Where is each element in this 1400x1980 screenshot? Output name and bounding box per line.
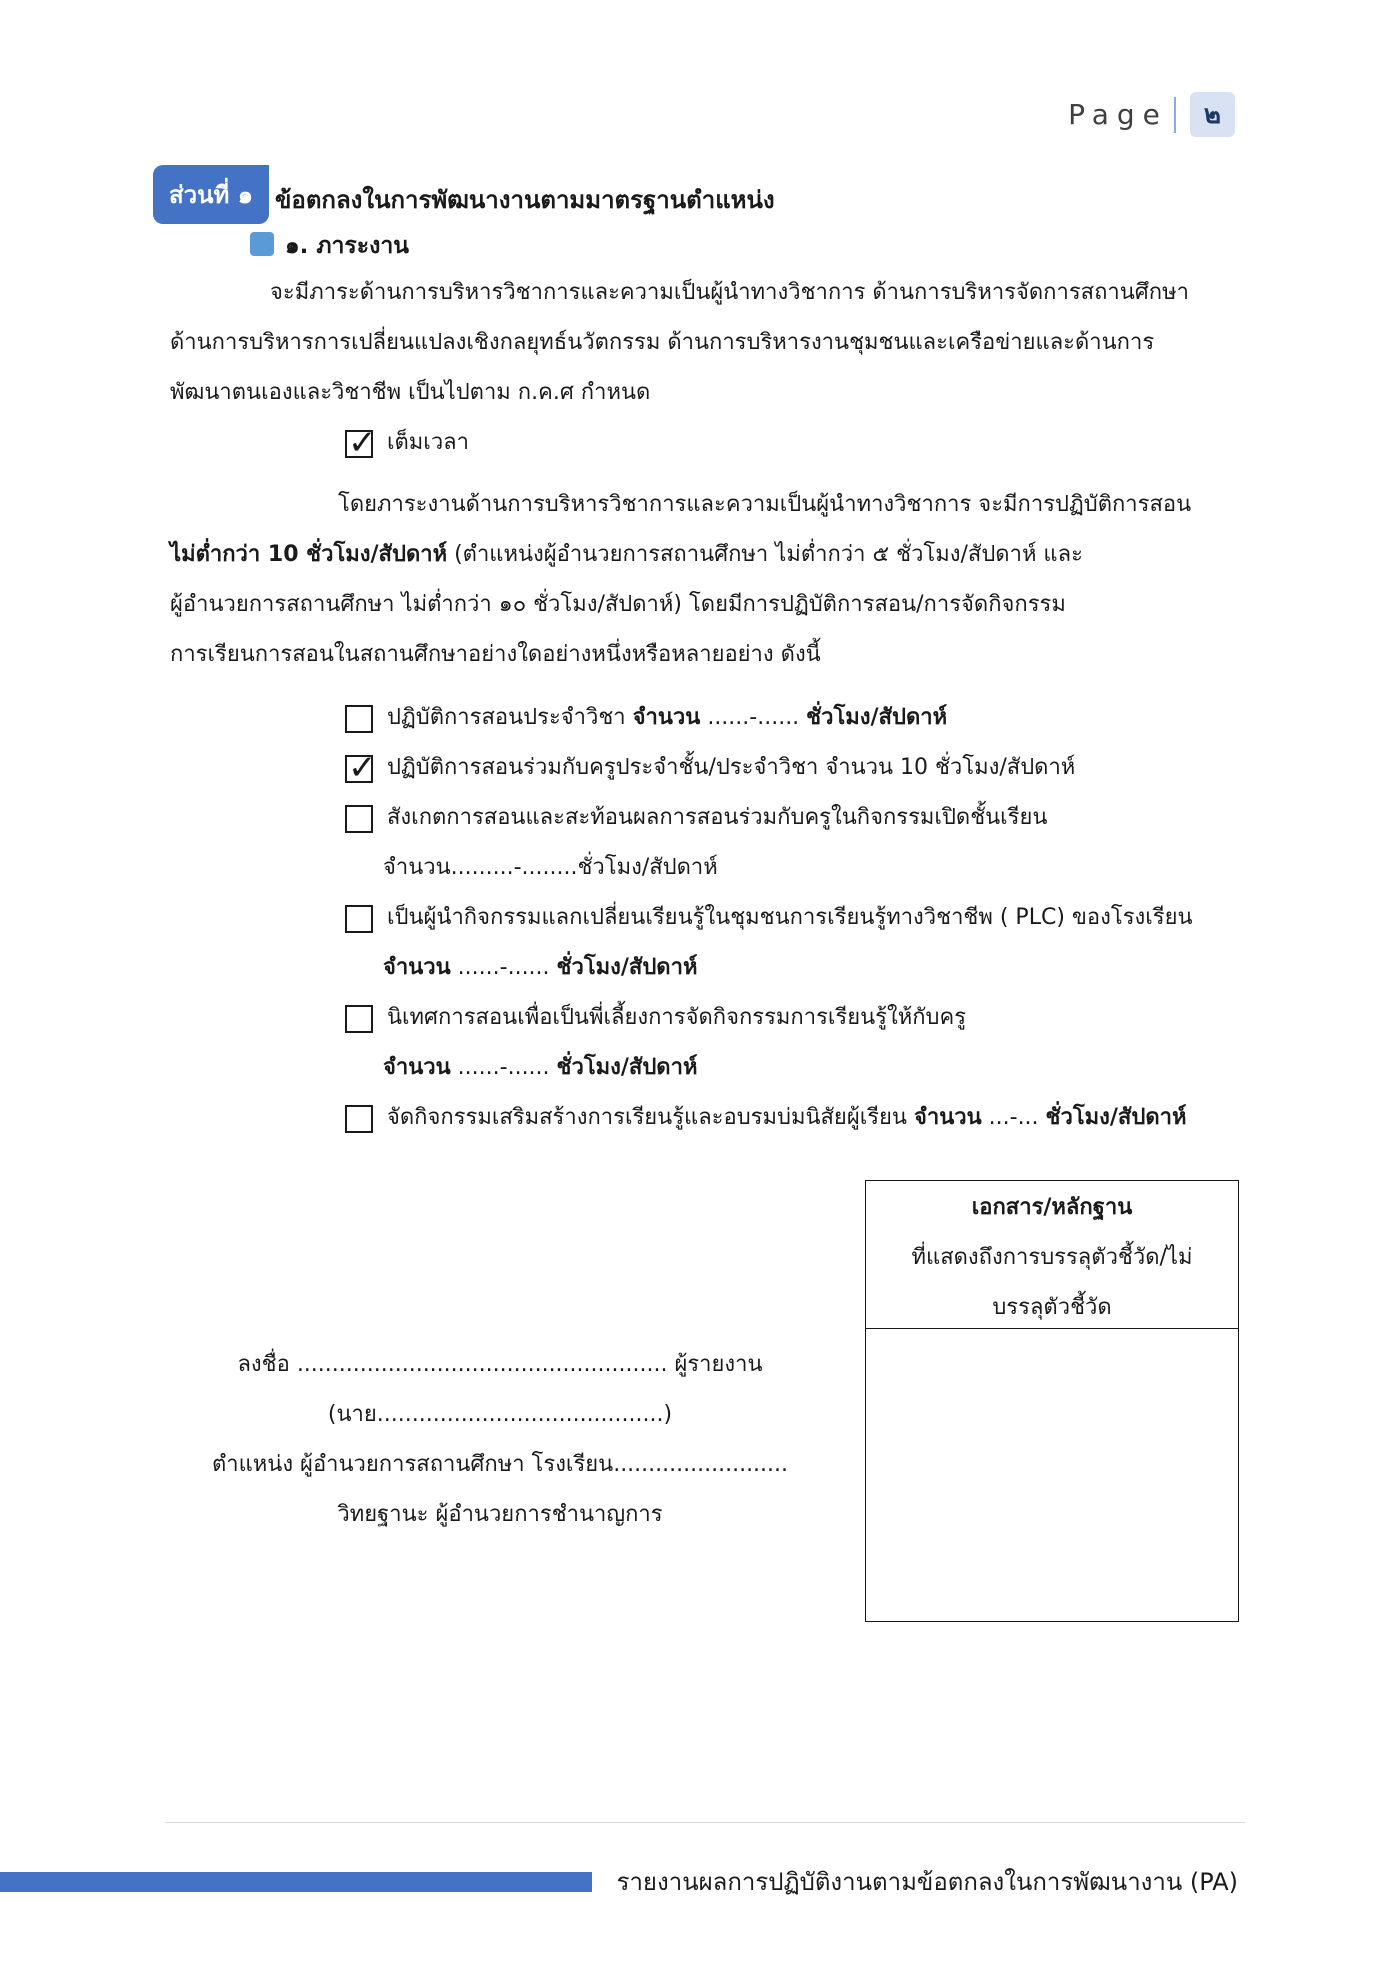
paragraph-line: ไม่ต่ำกว่า 10 ชั่วโมง/สัปดาห์ (ตำแหน่งผู้อำนวยการสถานศึกษา ไม่ต่ำกว่า ๕ ชั่วโมง/สัปดาห์ และ — [170, 542, 1083, 567]
evidence-line: ที่แสดงถึงการบรรลุตัวชี้วัด/ไม่ — [911, 1245, 1193, 1270]
list-item[interactable] — [345, 993, 966, 1043]
item-label: เป็นผู้นำกิจกรรมแลกเปลี่ยนเรียนรู้ในชุมชนการเรียนรู้ทางวิชาชีพ ( PLC) ของโรงเรียน — [387, 905, 1193, 930]
footer-title: รายงานผลการปฏิบัติงานตามข้อตกลงในการพัฒนางาน (PA) — [616, 1868, 1238, 1896]
list-item[interactable] — [345, 693, 947, 743]
fulltime-label: เต็มเวลา — [387, 430, 470, 455]
page-separator — [1174, 97, 1176, 133]
item-label: นิเทศการสอนเพื่อเป็นพี่เลี้ยงการจัดกิจกรรมการเรียนรู้ให้กับครู — [387, 1005, 967, 1030]
item-label: ปฏิบัติการสอนประจำวิชา จำนวน ......-...... ชั่วโมง/สัปดาห์ — [387, 705, 948, 730]
item-label: จัดกิจกรรมเสริมสร้างการเรียนรู้และอบรมบ่มนิสัยผู้เรียน จำนวน ...-... ชั่วโมง/สัปดาห์ — [387, 1105, 1187, 1130]
item-checkbox[interactable] — [345, 1005, 373, 1033]
signature-position-line: ตำแหน่ง ผู้อำนวยการสถานศึกษา โรงเรียน......................... — [211, 1452, 789, 1477]
section-title: ข้อตกลงในการพัฒนางานตามมาตรฐานตำแหน่ง — [275, 186, 775, 214]
fulltime-option[interactable] — [345, 418, 469, 468]
list-item[interactable] — [345, 893, 1193, 943]
item-checkbox[interactable] — [345, 1105, 373, 1133]
workload-paragraph — [170, 268, 1240, 418]
evidence-line: บรรลุตัวชี้วัด — [992, 1295, 1112, 1320]
item-checkbox[interactable] — [345, 755, 373, 783]
item-checkbox[interactable] — [345, 805, 373, 833]
footer-accent-bar — [0, 1872, 592, 1892]
subsection-bullet-icon — [250, 232, 274, 256]
item-continuation: จำนวน ......-...... ชั่วโมง/สัปดาห์ — [383, 955, 698, 980]
item-continuation: จำนวน.........-........ชั่วโมง/สัปดาห์ — [383, 855, 718, 880]
paragraph-line: พัฒนาตนเองและวิชาชีพ เป็นไปตาม ก.ค.ศ กำหนด — [170, 380, 651, 405]
signature-name-line: (นาย.........................................) — [327, 1402, 673, 1427]
page-label: Page — [1068, 98, 1168, 131]
subsection-title: ๑. ภาระงาน — [285, 233, 409, 259]
paragraph-line: การเรียนการสอนในสถานศึกษาอย่างใดอย่างหนึ่งหรือหลายอย่าง ดังนี้ — [170, 642, 821, 667]
evidence-header — [866, 1181, 1238, 1329]
evidence-box — [865, 1180, 1239, 1622]
item-label: สังเกตการสอนและสะท้อนผลการสอนร่วมกับครูในกิจกรรมเปิดชั้นเรียน — [387, 805, 1048, 830]
signature-rank-line: วิทยฐานะ ผู้อำนวยการชำนาญการ — [337, 1502, 663, 1527]
list-item[interactable] — [345, 1093, 1186, 1143]
signature-line: ลงชื่อ ..................................................... ผู้รายงาน — [237, 1352, 763, 1377]
item-checkbox[interactable] — [345, 905, 373, 933]
list-item[interactable] — [345, 743, 1075, 793]
page-number: ๒ — [1190, 92, 1235, 137]
signature-block — [200, 1340, 800, 1540]
footer-divider — [165, 1822, 1245, 1823]
paragraph-line: ผู้อำนวยการสถานศึกษา ไม่ต่ำกว่า ๑๐ ชั่วโมง/สัปดาห์) โดยมีการปฏิบัติการสอน/การจัดกิจกรรม — [170, 592, 1066, 617]
teaching-paragraph — [170, 480, 1240, 680]
evidence-title: เอกสาร/หลักฐาน — [971, 1195, 1133, 1220]
paragraph-line: ด้านการบริหารการเปลี่ยนแปลงเชิงกลยุทธ์นวัตกรรม ด้านการบริหารงานชุมชนและเครือข่ายและด้านการ — [170, 330, 1155, 355]
item-checkbox[interactable] — [345, 705, 373, 733]
fulltime-checkbox[interactable] — [345, 430, 373, 458]
item-continuation: จำนวน ......-...... ชั่วโมง/สัปดาห์ — [383, 1055, 698, 1080]
list-item[interactable] — [345, 793, 1047, 843]
section-badge: ส่วนที่ ๑ — [153, 165, 269, 224]
paragraph-line: โดยภาระงานด้านการบริหารวิชาการและความเป็นผู้นำทางวิชาการ จะมีการปฏิบัติการสอน — [338, 492, 1192, 517]
page-header — [1068, 92, 1235, 137]
paragraph-line: จะมีภาระด้านการบริหารวิชาการและความเป็นผู้นำทางวิชาการ ด้านการบริหารจัดการสถานศึกษา — [270, 280, 1189, 305]
item-label: ปฏิบัติการสอนร่วมกับครูประจำชั้น/ประจำวิชา จำนวน 10 ชั่วโมง/สัปดาห์ — [387, 755, 1076, 780]
